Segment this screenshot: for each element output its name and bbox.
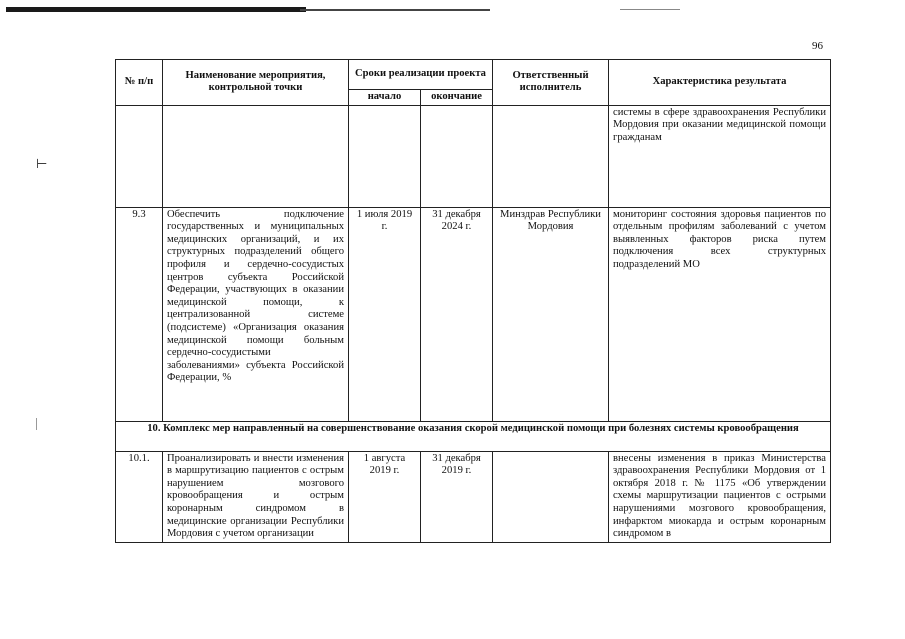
header-num: № п/п [116, 60, 163, 106]
scan-artifact-bar [6, 7, 306, 12]
row-start: 1 августа 2019 г. [349, 451, 421, 542]
row-num: 10.1. [116, 451, 163, 542]
row-end [421, 105, 493, 207]
row-name [163, 105, 349, 207]
header-responsible: Ответственный исполнитель [493, 60, 609, 106]
header-start: начало [349, 90, 421, 106]
row-responsible [493, 105, 609, 207]
row-result: мониторинг состояния здоровья пациентов по отдельным профилям заболеваний с учетом выявленных факторов риска путем подключения всех структурных подразделений МО [609, 207, 831, 421]
table-row [116, 105, 831, 207]
margin-mark: ⊢ [36, 157, 48, 172]
section-row [116, 421, 831, 451]
row-start: 1 июля 2019 г. [349, 207, 421, 421]
row-num [116, 105, 163, 207]
row-num: 9.3 [116, 207, 163, 421]
table-row [116, 451, 831, 542]
margin-mark [36, 418, 37, 430]
row-name: Проанализировать и внести изменения в маршрутизацию пациентов с острым нарушением мозгового кровообращения и острым коронарным синдромом в медицинские организации Республики Мордовия с учетом организации [163, 451, 349, 542]
page-number: 96 [812, 40, 823, 52]
row-name: Обеспечить подключение государственных и муниципальных медицинских организаций, и их структурных подразделений общего профиля и сердечно-сосудистых центров субъекта Российской Федерации, участвующих в оказании медицинской помощи, к централизованной системе (подсистеме) «Организация оказания медицинской помощи больным сердечно-сосудистыми заболеваниями» субъекта Российской Федерации, % [163, 207, 349, 421]
header-end: окончание [421, 90, 493, 106]
section-title: 10. Комплекс мер направленный на совершенствование оказания скорой медицинской помощи при болезнях системы кровообращения [116, 421, 831, 451]
table-row [116, 207, 831, 421]
header-result: Характеристика результата [609, 60, 831, 106]
row-result: системы в сфере здравоохранения Республики Мордовия при оказании медицинской помощи гражданам [609, 105, 831, 207]
row-result: внесены изменения в приказ Министерства здравоохранения Республики Мордовия от 1 октября 2018 г. № 1175 «Об утверждении схемы маршрутизации пациентов с острыми нарушениями мозгового кровообращения, инфарктом миокарда и острым коронарным синдромом в [609, 451, 831, 542]
row-responsible [493, 451, 609, 542]
scan-artifact-bar [620, 9, 680, 10]
row-start [349, 105, 421, 207]
scan-artifact-bar [300, 9, 490, 11]
row-responsible: Минздрав Республики Мордовия [493, 207, 609, 421]
header-terms: Сроки реализации проекта [349, 60, 493, 90]
row-end: 31 декабря 2024 г. [421, 207, 493, 421]
measures-table [115, 59, 831, 543]
row-end: 31 декабря 2019 г. [421, 451, 493, 542]
header-name: Наименование мероприятия, контрольной точки [163, 60, 349, 106]
